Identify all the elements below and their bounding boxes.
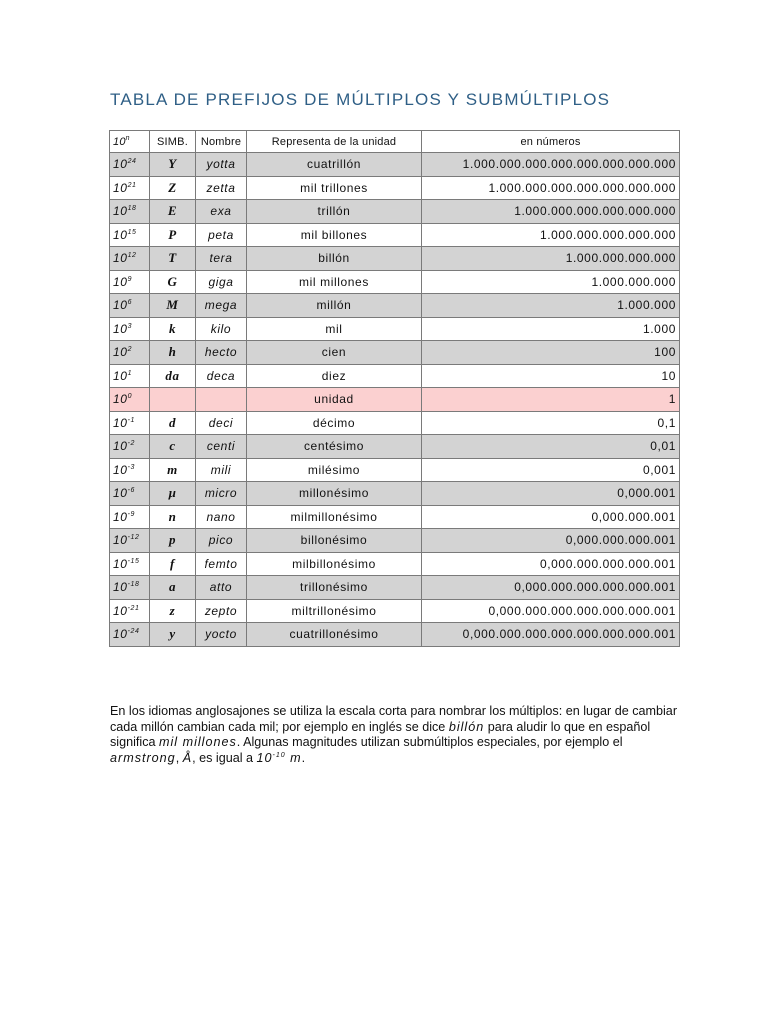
cell-power [110,599,150,623]
power-base: 10 [113,180,128,195]
power-base: 10 [113,345,128,360]
cell-symbol: c [150,435,196,459]
cell-number: 1.000 [422,317,680,341]
power-exponent: -21 [127,604,140,612]
cell-represents: millón [247,294,422,318]
header-number: en números [422,131,680,153]
explanatory-note [110,704,682,766]
note-value-exp: -10 [272,751,286,759]
note-value-base: 10 [256,750,273,765]
cell-symbol: z [150,599,196,623]
cell-represents: unidad [247,388,422,412]
cell-prefix-name: nano [196,505,247,529]
cell-represents: cien [247,341,422,365]
power-base: 10 [113,533,128,548]
cell-prefix-name: kilo [196,317,247,341]
cell-number: 0,001 [422,458,680,482]
cell-power [110,223,150,247]
power-base: 10 [113,627,128,642]
cell-symbol [150,388,196,412]
note-text-4: , [175,750,183,765]
cell-prefix-name: centi [196,435,247,459]
table-row [110,317,680,341]
power-base: 10 [113,415,128,430]
cell-symbol: n [150,505,196,529]
power-exponent: 3 [127,322,133,330]
note-text-5: , es igual a [192,750,257,765]
header-represents: Representa de la unidad [247,131,422,153]
cell-number: 0,01 [422,435,680,459]
cell-represents: billón [247,247,422,271]
cell-power [110,411,150,435]
power-exponent: 2 [127,346,133,354]
cell-represents: mil billones [247,223,422,247]
power-exponent: -15 [127,557,140,565]
cell-prefix-name: yotta [196,153,247,177]
table-row [110,388,680,412]
table-row [110,552,680,576]
header-power-exp: n [125,134,130,142]
cell-power [110,482,150,506]
cell-number: 0,000.000.000.001 [422,529,680,553]
cell-power [110,623,150,647]
header-power-base: 10 [113,135,126,148]
power-exponent: 6 [127,299,133,307]
power-base: 10 [113,392,128,407]
cell-represents: trillón [247,200,422,224]
note-value-unit: m [285,750,302,765]
cell-prefix-name: mili [196,458,247,482]
table-row [110,364,680,388]
cell-power [110,505,150,529]
cell-number: 0,000.000.000.000.000.001 [422,576,680,600]
power-exponent: -2 [127,440,135,448]
cell-represents: mil [247,317,422,341]
table-row [110,505,680,529]
cell-power [110,247,150,271]
cell-prefix-name: mega [196,294,247,318]
table-row [110,599,680,623]
table-row [110,153,680,177]
cell-represents: diez [247,364,422,388]
cell-symbol: E [150,200,196,224]
note-text-6: . [301,750,306,765]
cell-number: 0,000.000.001 [422,505,680,529]
cell-power [110,270,150,294]
cell-prefix-name: hecto [196,341,247,365]
header-name: Nombre [196,131,247,153]
cell-number: 1 [422,388,680,412]
cell-number: 0,000.000.000.000.000.000.001 [422,599,680,623]
cell-number: 1.000.000.000.000.000.000.000 [422,176,680,200]
cell-represents: décimo [247,411,422,435]
cell-symbol: p [150,529,196,553]
cell-represents: billonésimo [247,529,422,553]
power-base: 10 [113,439,128,454]
power-base: 10 [113,157,128,172]
cell-number: 0,000.001 [422,482,680,506]
table-row [110,247,680,271]
cell-symbol: y [150,623,196,647]
power-exponent: -18 [127,581,140,589]
cell-symbol: G [150,270,196,294]
power-exponent: -1 [127,416,135,424]
power-exponent: 24 [127,158,137,166]
note-em-angstrom-symbol: Å [182,750,193,765]
table-row [110,200,680,224]
cell-represents: mil millones [247,270,422,294]
note-em-mil-millones: mil millones [159,735,237,749]
cell-prefix-name: atto [196,576,247,600]
power-exponent: 9 [127,275,133,283]
note-text-2: para aludir lo que en español significa [110,719,651,749]
cell-power [110,576,150,600]
cell-symbol: da [150,364,196,388]
power-exponent: -24 [127,628,140,636]
cell-number: 1.000.000 [422,294,680,318]
cell-represents: milbillonésimo [247,552,422,576]
cell-power [110,294,150,318]
cell-prefix-name: femto [196,552,247,576]
cell-prefix-name: yocto [196,623,247,647]
note-em-value [257,751,302,765]
table-row [110,435,680,459]
table-header-row [110,131,680,153]
header-symbol: SIMB. [150,131,196,153]
cell-symbol: d [150,411,196,435]
cell-prefix-name: peta [196,223,247,247]
cell-number: 0,1 [422,411,680,435]
power-base: 10 [113,251,128,266]
cell-symbol: µ [150,482,196,506]
cell-power [110,552,150,576]
cell-prefix-name: exa [196,200,247,224]
cell-prefix-name [196,388,247,412]
power-exponent: 18 [127,205,137,213]
table-row [110,270,680,294]
cell-symbol: T [150,247,196,271]
power-base: 10 [113,227,128,242]
cell-represents: cuatrillonésimo [247,623,422,647]
cell-symbol: a [150,576,196,600]
cell-symbol: h [150,341,196,365]
cell-prefix-name: zepto [196,599,247,623]
power-exponent: 15 [127,228,137,236]
power-base: 10 [113,556,128,571]
cell-number: 0,000.000.000.000.000.000.000.001 [422,623,680,647]
power-base: 10 [113,368,128,383]
table-row [110,482,680,506]
power-exponent: 1 [127,369,133,377]
cell-represents: trillonésimo [247,576,422,600]
cell-power [110,458,150,482]
cell-number: 0,000.000.000.000.001 [422,552,680,576]
power-base: 10 [113,462,128,477]
cell-represents: cuatrillón [247,153,422,177]
table-row [110,576,680,600]
cell-represents: centésimo [247,435,422,459]
prefix-table-body [110,131,680,647]
cell-symbol: f [150,552,196,576]
power-base: 10 [113,509,128,524]
table-row [110,341,680,365]
table-row [110,294,680,318]
table-row [110,458,680,482]
power-exponent: 12 [127,252,137,260]
cell-represents: millonésimo [247,482,422,506]
cell-prefix-name: deci [196,411,247,435]
cell-prefix-name: pico [196,529,247,553]
cell-represents: milésimo [247,458,422,482]
cell-power [110,176,150,200]
cell-symbol: M [150,294,196,318]
cell-represents: mil trillones [247,176,422,200]
cell-number: 10 [422,364,680,388]
cell-power [110,435,150,459]
cell-symbol: m [150,458,196,482]
power-base: 10 [113,486,128,501]
cell-number: 1.000.000.000.000.000.000 [422,200,680,224]
note-em-armstrong: armstrong [110,750,176,765]
table-row [110,529,680,553]
cell-prefix-name: deca [196,364,247,388]
note-text-1: En los idiomas anglosajones se utiliza la escala corta para nombrar los múltiplos: en lugar de cambiar cada millón cambian cada mil; por ejemplo en inglés se dice [110,704,678,734]
cell-prefix-name: tera [196,247,247,271]
cell-power [110,341,150,365]
power-exponent: -6 [127,487,135,495]
cell-symbol: Y [150,153,196,177]
cell-number: 1.000.000.000.000.000 [422,223,680,247]
table-row [110,223,680,247]
cell-power [110,200,150,224]
cell-power [110,317,150,341]
cell-number: 1.000.000.000 [422,270,680,294]
cell-number: 1.000.000.000.000.000.000.000.000 [422,153,680,177]
cell-represents: miltrillonésimo [247,599,422,623]
cell-prefix-name: giga [196,270,247,294]
cell-symbol: Z [150,176,196,200]
cell-power [110,388,150,412]
power-base: 10 [113,603,128,618]
cell-power [110,153,150,177]
note-em-billon: billón [448,719,485,734]
power-exponent: -12 [127,534,140,542]
power-base: 10 [113,274,128,289]
cell-prefix-name: zetta [196,176,247,200]
cell-prefix-name: micro [196,482,247,506]
power-base: 10 [113,321,128,336]
table-row [110,411,680,435]
cell-number: 100 [422,341,680,365]
cell-power [110,529,150,553]
cell-number: 1.000.000.000.000 [422,247,680,271]
power-exponent: 0 [127,393,133,401]
power-exponent: -9 [127,510,135,518]
power-base: 10 [113,580,128,595]
header-power [110,131,150,153]
power-base: 10 [113,298,128,313]
note-text-3: . Algunas magnitudes utilizan submúltiplos especiales, por ejemplo el [236,735,623,749]
table-row [110,176,680,200]
page-title: TABLA DE PREFIJOS DE MÚLTIPLOS Y SUBMÚLTIPLOS [110,90,611,109]
power-base: 10 [113,204,128,219]
power-exponent: 21 [127,181,137,189]
table-row [110,623,680,647]
cell-represents: milmillonésimo [247,505,422,529]
power-exponent: -3 [127,463,135,471]
cell-symbol: P [150,223,196,247]
prefix-table [109,130,680,647]
cell-power [110,364,150,388]
cell-symbol: k [150,317,196,341]
